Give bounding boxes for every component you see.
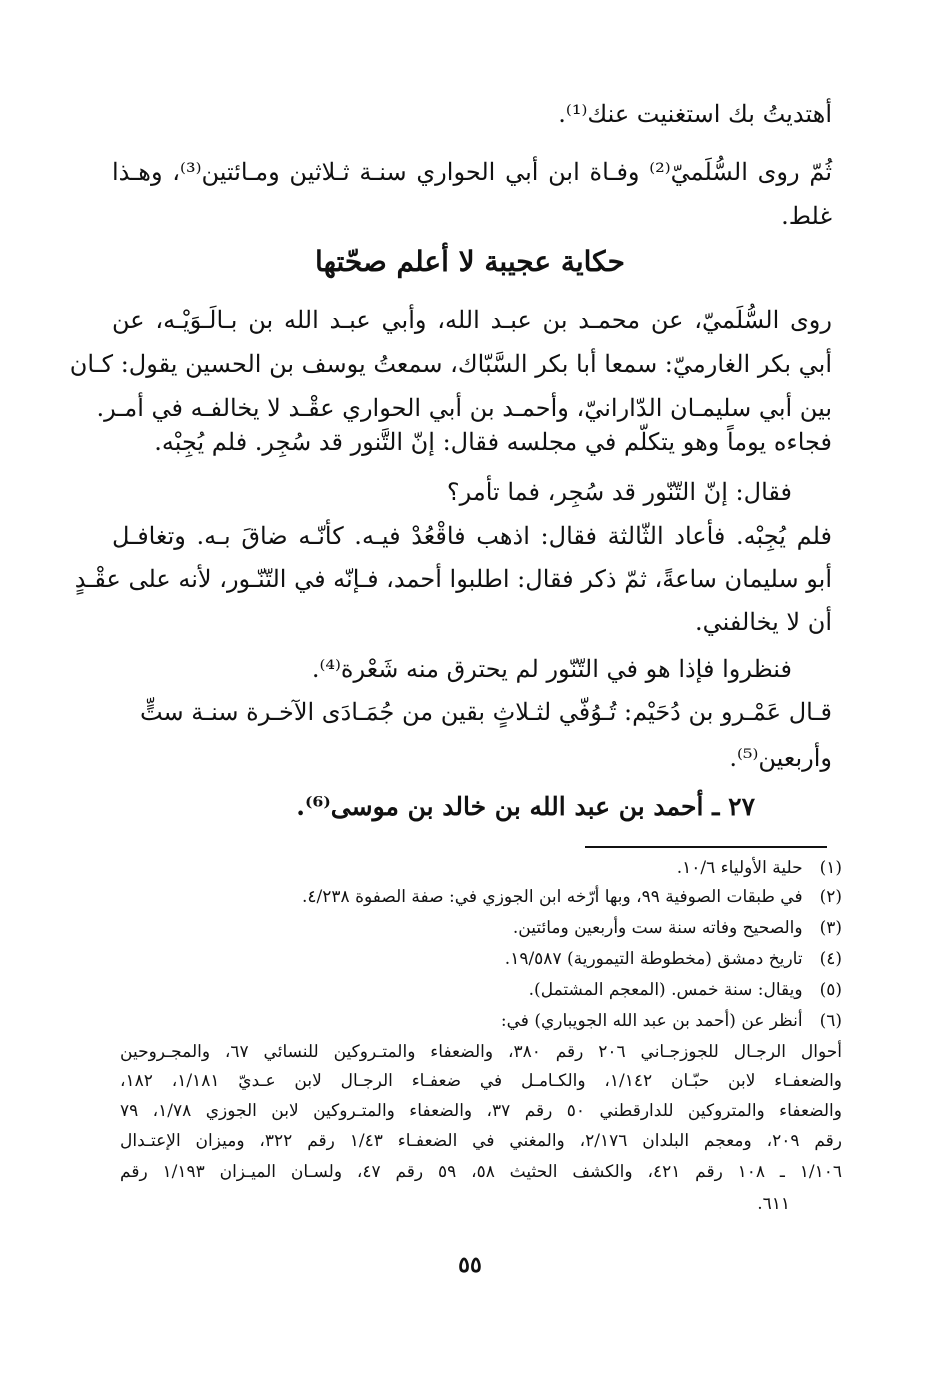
text-line-4: روى السُّلَميّ، عن محمـد بن عبـد الله، وأبي عبـد الله بن بـالَـوَيْـه، عن <box>112 306 832 334</box>
text-line-13: قـال عَمْـرو بن دُحَيْم: تُـوُفّي لثـلاثٍ بقين من جُمَـادَى الآخـرة سنـة ستٍّ <box>139 698 832 726</box>
text-line-12: فنظروا فإذا هو في التّنّور لم يحترق منه شَعْرة⁽⁴⁾. <box>311 655 792 683</box>
footnote-separator <box>585 846 827 848</box>
footnote-6-line-1: أحوال الرجـال للجوزجـاني ٢٠٦ رقم ٣٨٠، والضعفاء والمتـروكين للنسائي ٦٧، والمجـروحين <box>120 1042 842 1062</box>
footnote-number: (٤) <box>819 949 842 969</box>
footnote-3 <box>513 918 842 938</box>
footnote-5 <box>529 980 842 1000</box>
footnote-text: حلية الأولياء ١٠/٦. <box>676 858 803 878</box>
footnote-6-line-5: ١/١٠٦ ـ ١٠٨ رقم ٤٢١، والكشف الحثيث ٥٨، ٥٩ رقم ٤٧، ولسـان الميـزان ١/١٩٣ رقم <box>120 1162 842 1182</box>
text-line-2: ثُمّ روى السُّلَميّ⁽²⁾ وفـاة ابن أبي الحواري سنـة ثـلاثين ومـائتين⁽³⁾، وهـذا <box>112 158 833 186</box>
footnote-number: (١) <box>819 858 842 878</box>
footnote-number: (٣) <box>819 918 842 938</box>
footnote-6 <box>501 1011 842 1031</box>
text-line-14: وأربعين⁽⁵⁾. <box>729 744 832 772</box>
text-line-9: فلم يُجِبْه. فأعاد الثّالثة فقال: اذهب فاقْعُدْ فيـه. كأنّـه ضاقَ بـه. وتغافـل <box>112 522 832 550</box>
footnote-text: والصحيح وفاته سنة ست وأربعين ومائتين. <box>512 918 803 938</box>
footnote-number: (٦) <box>819 1011 842 1031</box>
section-heading: حكاية عجيبة لا أعلم صحّتها <box>315 245 625 278</box>
footnote-6-line-2: والضعفـاء لابن حبّـان ١/١٤٢، والكـامـل في ضعفـاء الرجـال لابن عـديّ ١/١٨١، ١٨٢، <box>120 1071 843 1091</box>
footnote-text: أنظر عن (أحمد بن عبد الله الجويباري) في: <box>500 1011 803 1031</box>
footnote-6-line-3: والضعفاء والمتروكين للدارقطني ٥٠ رقم ٣٧، والضعفاء والمتـروكين لابن الجوزي ١/٧٨، ٧٩ <box>120 1101 842 1121</box>
text-line-1: أهتديتُ بك استغنيت عنك⁽¹⁾. <box>558 100 832 128</box>
footnote-2 <box>302 887 842 907</box>
footnote-text: في طبقات الصوفية ٩٩، وبها أرّخه ابن الجوزي في: صفة الصفوة ٤/٢٣٨. <box>302 887 803 907</box>
text-line-7: فجاءه يوماً وهو يتكلّم في مجلسه فقال: إنّ التَّنور قد سُجِر. فلم يُجِبْه. <box>154 428 832 456</box>
text-line-3: غلط. <box>781 202 832 230</box>
text-line-8: فقال: إنّ التّنّور قد سُجِر، فما تأمر؟ <box>446 478 792 506</box>
biography-entry-heading: ٢٧ ـ أحمد بن عبد الله بن خالد بن موسى⁽⁶⁾. <box>296 792 755 821</box>
footnote-6-line-4: رقم ٢٠٩، ومعجم البلدان ٢/١٧٦، والمغني في الضعفـاء ١/٤٣ رقم ٣٢٢، وميزان الإعتـدال <box>120 1131 842 1151</box>
text-line-11: أن لا يخالفني. <box>694 608 832 636</box>
footnote-number: (٥) <box>819 980 842 1000</box>
footnote-text: ويقال: سنة خمس. (المعجم المشتمل). <box>528 980 803 1000</box>
text-line-5: أبي بكر الغارميّ: سمعا أبا بكر السَّبّاك، سمعتُ يوسف بن الحسين يقول: كـان <box>69 350 832 378</box>
footnote-number: (٢) <box>819 887 842 907</box>
page-number: ٥٥ <box>458 1252 482 1278</box>
footnote-4 <box>505 949 842 969</box>
footnote-1 <box>677 858 842 878</box>
text-line-10: أبو سليمان ساعةً، ثمّ ذكر فقال: اطلبوا أحمد، فـإنّه في التّنّـور، لأنه على عقْـدٍ <box>74 565 832 593</box>
text-line-6: بين أبي سليمـان الدّارانيّ، وأحمـد بن أبي الحواري عقْـد لا يخالفـه في أمـر. <box>96 394 832 422</box>
footnote-6-line-6: ٦١١. <box>757 1194 790 1214</box>
footnote-text: تاريخ دمشق (مخطوطة التيمورية) ١٩/٥٨٧. <box>504 949 803 969</box>
